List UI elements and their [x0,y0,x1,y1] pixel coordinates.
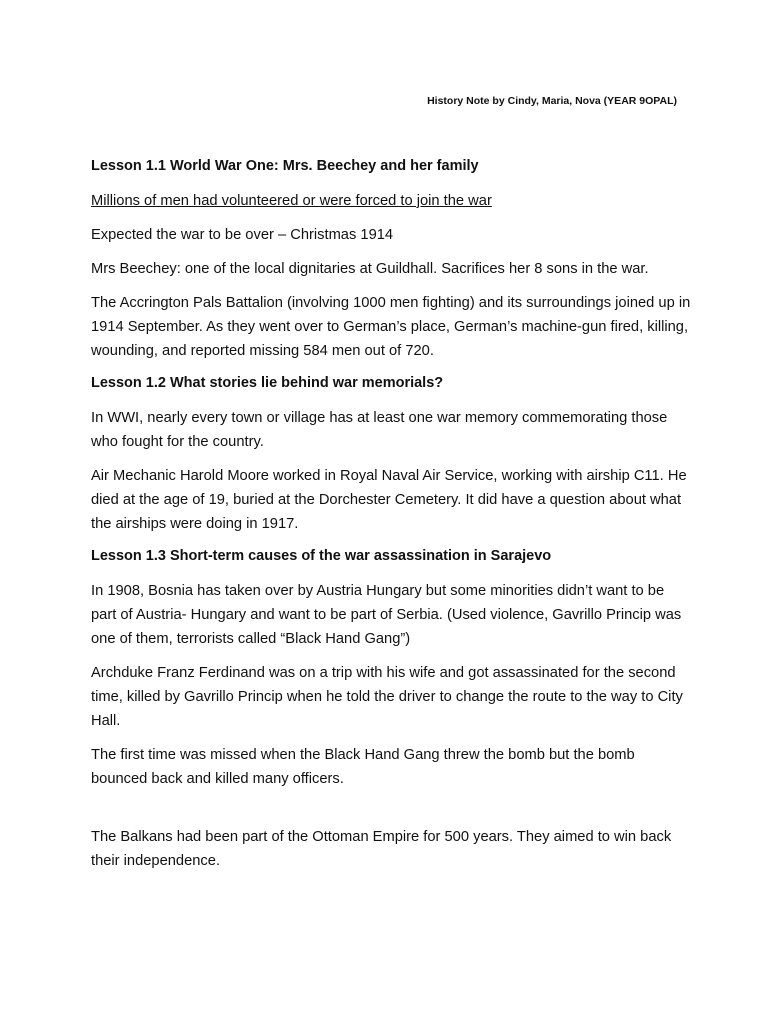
lesson-1-1-paragraph-1: Millions of men had volunteered or were forced to join the war [91,193,492,209]
document-header-note: History Note by Cindy, Maria, Nova (YEAR 9OPAL) [427,95,677,107]
blank-line [91,801,691,825]
lesson-1-3-paragraph-2: Archduke Franz Ferdinand was on a trip with his wife and got assassinated for the second time, killed by Gavrillo Princip when he told the driver to change the route to the way to City Hall. [91,665,683,729]
lesson-1-1-paragraph-3: Mrs Beechey: one of the local dignitaries at Guildhall. Sacrifices her 8 sons in the war. [91,261,649,277]
document-body [91,156,691,883]
lesson-1-1-paragraph-2: Expected the war to be over – Christmas 1914 [91,227,394,243]
lesson-1-3-paragraph-1: In 1908, Bosnia has taken over by Austria Hungary but some minorities didn’t want to be part of Austria- Hungary and want to be part of Serbia. (Used violence, Gavrillo Princip was one of them, terrorists called “Black Hand Gang”) [91,583,682,647]
lesson-1-3-paragraph-4: The Balkans had been part of the Ottoman Empire for 500 years. They aimed to win back their independence. [91,829,672,869]
lesson-1-2-paragraph-2: Air Mechanic Harold Moore worked in Royal Naval Air Service, working with airship C11. He died at the age of 19, buried at the Dorchester Cemetery. It did have a question about what the airships were doing in 1917. [91,468,687,532]
lesson-1-2-heading: Lesson 1.2 What stories lie behind war memorials? [91,375,444,391]
lesson-1-3-paragraph-3: The first time was missed when the Black Hand Gang threw the bomb but the bomb bounced back and killed many officers. [91,747,635,787]
lesson-1-1-paragraph-4: The Accrington Pals Battalion (involving 1000 men fighting) and its surroundings joined up in 1914 September. As they went over to German’s place, German’s machine-gun fired, killing, wounding, and reported missing 584 men out of 720. [91,295,691,359]
lesson-1-2-paragraph-1: In WWI, nearly every town or village has at least one war memory commemorating those who fought for the country. [91,410,668,450]
lesson-1-1-heading: Lesson 1.1 World War One: Mrs. Beechey and her family [91,158,479,174]
lesson-1-3-heading: Lesson 1.3 Short-term causes of the war assassination in Sarajevo [91,548,552,564]
